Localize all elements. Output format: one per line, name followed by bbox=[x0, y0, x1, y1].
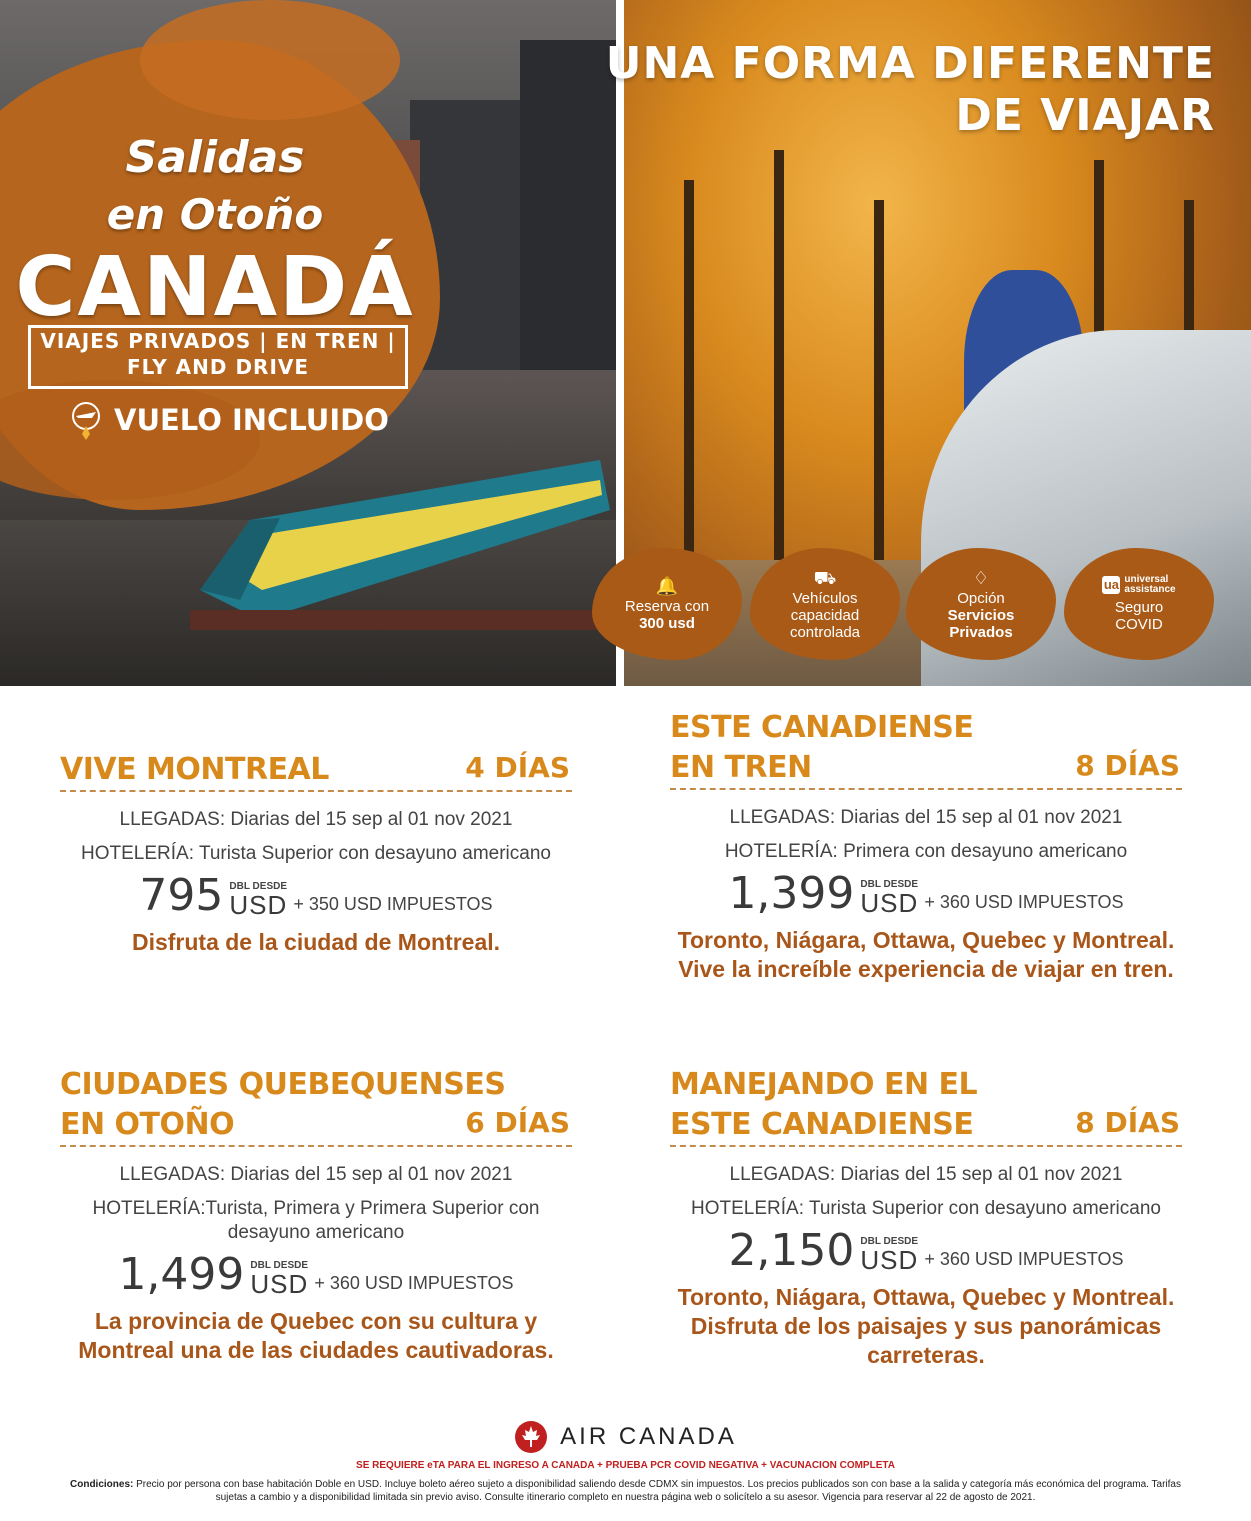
package-header bbox=[60, 1065, 572, 1147]
arrivals-value: Diarias del 15 sep al 01 nov 2021 bbox=[840, 1164, 1123, 1185]
feature-private-line-1: Opción bbox=[957, 589, 1005, 607]
hotel-value: Turista Superior con desayuno americano bbox=[198, 843, 551, 864]
hotel-info bbox=[670, 1197, 1182, 1221]
price-currency: USD bbox=[860, 888, 919, 918]
trip-types-box bbox=[28, 325, 408, 389]
hotel-info bbox=[670, 840, 1182, 864]
package-description: La provincia de Quebec con su cultura y Montreal una de las ciudades cautivadoras. bbox=[78, 1308, 554, 1363]
hotel-value: Turista Superior con desayuno americano bbox=[808, 1198, 1161, 1219]
feature-deposit bbox=[592, 548, 742, 660]
feature-vehicles bbox=[750, 548, 900, 660]
arrivals-value: Diarias del 15 sep al 01 nov 2021 bbox=[840, 807, 1123, 828]
conditions-body: Precio por persona con base habitación Doble en USD. Incluye boleto aéreo sujeto a disponibilidad saliendo desde CDMX sin impuestos. Los precios publicados son con base a la salida y categoría más económica del programa. Tarifas sujetas a cambio y a disponibilidad limitada sin previo aviso. Consulte itinerario completo en nuestra página web o solicítelo a su asesor. Vigencia para reservar al 22 de agosto de 2021. bbox=[136, 1479, 1181, 1503]
price-currency: USD bbox=[860, 1245, 919, 1275]
arrivals-label: LLEGADAS: bbox=[729, 807, 836, 828]
arrivals-value: Diarias del 15 sep al 01 nov 2021 bbox=[230, 809, 513, 830]
package-description: Toronto, Niágara, Ottawa, Quebec y Montreal. Disfruta de los paisajes y sus panorámicas carreteras. bbox=[677, 1284, 1175, 1368]
price-note: DBL DESDE bbox=[860, 1236, 919, 1247]
package-ciudades-quebequenses bbox=[60, 1065, 572, 1365]
price-tax: + 360 USD IMPUESTOS bbox=[924, 1249, 1124, 1269]
package-este-canadiense-tren bbox=[670, 708, 1182, 984]
package-vive-montreal bbox=[60, 750, 572, 957]
arrivals-info bbox=[60, 1163, 572, 1187]
price-tax: + 350 USD IMPUESTOS bbox=[293, 894, 493, 914]
package-description: Disfruta de la ciudad de Montreal. bbox=[131, 929, 501, 955]
price-row bbox=[670, 868, 1182, 919]
hero-subtitle-2: en Otoño bbox=[106, 190, 324, 239]
feature-deposit-line-2: 300 usd bbox=[639, 615, 695, 632]
hotel-value: Turista, Primera y Primera Superior con desayuno americano bbox=[205, 1198, 540, 1243]
price-value: 1,399 bbox=[728, 868, 855, 919]
hotel-label: HOTELERÍA: bbox=[92, 1198, 206, 1219]
arrivals-label: LLEGADAS: bbox=[119, 809, 226, 830]
feature-private-line-2: Servicios bbox=[947, 606, 1015, 624]
maple-leaf-icon bbox=[514, 1420, 548, 1454]
package-title: ESTE CANADIENSE EN TREN bbox=[670, 710, 974, 785]
package-header bbox=[670, 708, 1182, 790]
feature-vehicles-line-3: controlada bbox=[789, 623, 861, 641]
plane-pin-icon bbox=[68, 400, 104, 440]
feature-private-line-3: Privados bbox=[949, 623, 1013, 641]
hero-title: CANADÁ bbox=[15, 240, 415, 335]
package-days: 4 DÍAS bbox=[465, 751, 570, 784]
hero-subtitle-1: Salidas bbox=[125, 132, 305, 183]
hero-headline bbox=[606, 38, 1215, 142]
conditions-label: Condiciones: bbox=[70, 1479, 134, 1490]
feature-vehicles-line-1: Vehículos bbox=[792, 589, 858, 607]
price-note: DBL DESDE bbox=[229, 881, 288, 892]
package-header bbox=[670, 1065, 1182, 1147]
price-row bbox=[60, 870, 572, 921]
hotel-label: HOTELERÍA: bbox=[81, 843, 194, 864]
hotel-label: HOTELERÍA: bbox=[691, 1198, 804, 1219]
feature-deposit-line-1: Reserva con bbox=[624, 598, 710, 615]
hotel-label: HOTELERÍA: bbox=[724, 841, 838, 862]
package-title: CIUDADES QUEBEQUENSES EN OTOÑO bbox=[60, 1067, 506, 1142]
price-value: 795 bbox=[139, 870, 224, 921]
flight-included bbox=[68, 400, 389, 440]
package-manejando-este-canadiense bbox=[670, 1065, 1182, 1370]
package-days: 8 DÍAS bbox=[1075, 1106, 1180, 1139]
price-tax: + 360 USD IMPUESTOS bbox=[314, 1273, 514, 1293]
feature-insurance-line-2: COVID bbox=[1115, 616, 1163, 633]
package-days: 6 DÍAS bbox=[465, 1106, 570, 1139]
airline-logo bbox=[0, 1420, 1251, 1454]
package-days: 8 DÍAS bbox=[1075, 749, 1180, 782]
flight-included-label: VUELO INCLUIDO bbox=[114, 403, 389, 437]
trip-types-line-2: FLY AND DRIVE bbox=[126, 355, 310, 379]
hotel-info bbox=[60, 842, 572, 866]
entry-requirement: SE REQUIERE eTA PARA EL INGRESO A CANADA + PRUEBA PCR COVID NEGATIVA + VACUNACION COMPLETA bbox=[356, 1460, 895, 1471]
conditions-text bbox=[60, 1478, 1191, 1504]
package-header bbox=[60, 750, 572, 792]
headline-line-1: UNA FORMA DIFERENTE bbox=[605, 38, 1215, 89]
arrivals-value: Diarias del 15 sep al 01 nov 2021 bbox=[230, 1164, 513, 1185]
hotel-value: Primera con desayuno americano bbox=[843, 841, 1128, 862]
trip-types-line-1: VIAJES PRIVADOS | EN TREN | bbox=[40, 329, 396, 353]
universal-assistance-logo: ua universal assistance bbox=[1103, 574, 1176, 595]
car-shield-icon: ⛟ bbox=[813, 567, 837, 588]
airline-name: AIR CANADA bbox=[560, 1423, 737, 1450]
feature-vehicles-line-2: capacidad bbox=[790, 606, 860, 624]
arrivals-info bbox=[60, 808, 572, 832]
price-note: DBL DESDE bbox=[250, 1260, 309, 1271]
price-value: 1,499 bbox=[118, 1249, 245, 1300]
price-row bbox=[670, 1225, 1182, 1276]
logo-word-2: assistance bbox=[1124, 584, 1176, 595]
price-currency: USD bbox=[250, 1269, 309, 1299]
price-row bbox=[60, 1249, 572, 1300]
diamond-icon: ♢ bbox=[972, 567, 990, 588]
arrivals-label: LLEGADAS: bbox=[119, 1164, 226, 1185]
feature-private bbox=[906, 548, 1056, 660]
price-currency: USD bbox=[229, 890, 288, 920]
price-note: DBL DESDE bbox=[860, 879, 919, 890]
feature-insurance-line-1: Seguro bbox=[1114, 599, 1164, 616]
price-tax: + 360 USD IMPUESTOS bbox=[924, 892, 1124, 912]
arrivals-info bbox=[670, 1163, 1182, 1187]
package-title: VIVE MONTREAL bbox=[60, 752, 329, 787]
headline-line-2: DE VIAJAR bbox=[955, 90, 1215, 141]
arrivals-label: LLEGADAS: bbox=[729, 1164, 836, 1185]
hero-banner bbox=[0, 0, 1251, 686]
feature-insurance bbox=[1064, 548, 1214, 660]
arrivals-info bbox=[670, 806, 1182, 830]
logo-word-1: universal bbox=[1124, 574, 1169, 585]
package-description: Toronto, Niágara, Ottawa, Quebec y Montreal. Vive la increíble experiencia de viajar en tren. bbox=[677, 927, 1175, 982]
price-value: 2,150 bbox=[728, 1225, 855, 1276]
bell-icon: 🔔 bbox=[655, 576, 679, 596]
package-title: MANEJANDO EN EL ESTE CANADIENSE bbox=[670, 1067, 978, 1142]
hotel-info bbox=[60, 1197, 572, 1245]
